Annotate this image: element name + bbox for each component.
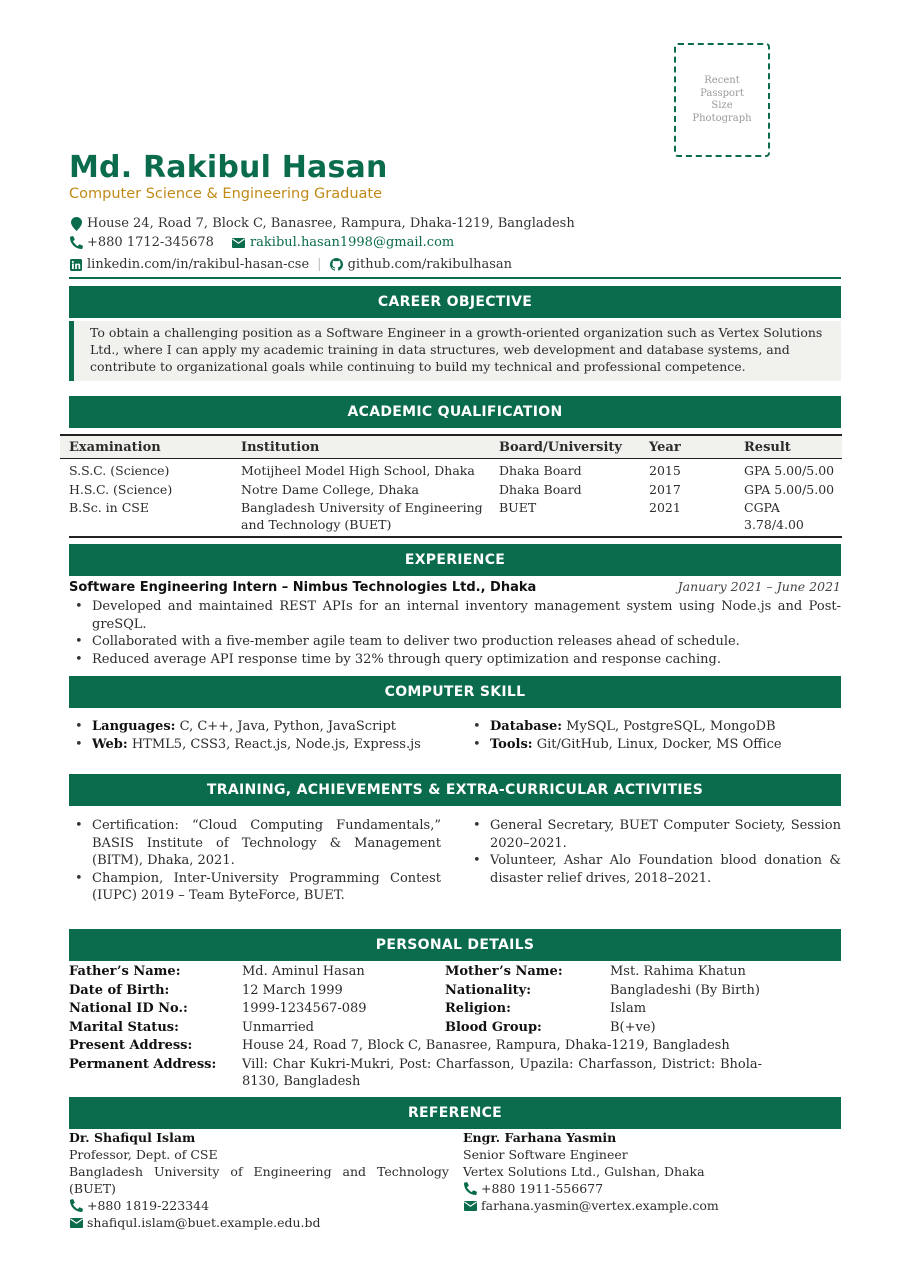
separator: | bbox=[317, 257, 322, 272]
detail-label: Date of Birth: bbox=[69, 982, 170, 998]
github-icon bbox=[330, 258, 344, 272]
table-header-cell: Result bbox=[744, 439, 791, 455]
table-cell: CGPA 3.78/4.00 bbox=[744, 500, 804, 532]
detail-label: National ID No.: bbox=[69, 1001, 188, 1016]
section-header-skills: COMPUTER SKILL bbox=[69, 676, 841, 708]
detail-row bbox=[69, 982, 841, 1001]
detail-label: Nationality: bbox=[445, 982, 532, 998]
list-item bbox=[69, 736, 467, 754]
section-header-objective: CAREER OBJECTIVE bbox=[69, 286, 841, 318]
skill-label: Tools: bbox=[490, 736, 533, 752]
github-text[interactable]: github.com/rakibulhasan bbox=[347, 257, 513, 272]
phone-icon bbox=[463, 1182, 477, 1196]
photo-label-line: Size bbox=[711, 100, 733, 111]
reference-email[interactable]: shafiqul.islam@buet.example.edu.bd bbox=[87, 1215, 321, 1230]
detail-value: House 24, Road 7, Block C, Banasree, Rampura, Dhaka-1219, Bangladesh bbox=[242, 1038, 730, 1053]
personal-details bbox=[69, 963, 841, 1090]
map-pin-icon bbox=[69, 217, 83, 231]
detail-value: Mst. Rahima Khatun bbox=[610, 964, 746, 979]
section-header-experience: EXPERIENCE bbox=[69, 544, 841, 576]
photo-label-line: Photograph bbox=[692, 112, 752, 124]
detail-label: Marital Status: bbox=[69, 1019, 179, 1035]
detail-value: 12 March 1999 bbox=[242, 982, 343, 998]
activities-list bbox=[69, 817, 841, 905]
table-row bbox=[60, 499, 842, 533]
references bbox=[69, 1129, 841, 1231]
section-header-academic: ACADEMIC QUALIFICATION bbox=[69, 396, 841, 428]
phone-icon bbox=[69, 1199, 83, 1213]
envelope-icon bbox=[232, 236, 246, 250]
table-cell: 2021 bbox=[649, 500, 681, 515]
email-link[interactable]: rakibul.hasan1998@gmail.com bbox=[249, 235, 455, 250]
linkedin-text[interactable]: linkedin.com/in/rakibul-hasan-cse bbox=[87, 257, 310, 272]
skill-label: Database: bbox=[490, 719, 563, 734]
skill-value: Git/GitHub, Linux, Docker, MS Office bbox=[536, 736, 782, 752]
experience-bullets bbox=[69, 598, 841, 668]
reference-card bbox=[69, 1129, 449, 1231]
reference-email-line bbox=[69, 1214, 449, 1231]
reference-name: Engr. Farhana Yasmin bbox=[463, 1130, 617, 1145]
reference-phone: +880 1911-556677 bbox=[481, 1181, 604, 1196]
section-header-personal: PERSONAL DETAILS bbox=[69, 929, 841, 961]
table-header-cell: Board/University bbox=[499, 439, 622, 455]
table-cell: GPA 5.00/5.00 bbox=[744, 482, 835, 497]
section-header-activities: TRAINING, ACHIEVEMENTS & EXTRA-CURRICULAR ACTIVITIES bbox=[69, 774, 841, 806]
reference-phone-line bbox=[69, 1197, 449, 1214]
experience-heading bbox=[69, 578, 841, 596]
table-cell: Motijheel Model High School, Dhaka bbox=[241, 463, 475, 478]
table-cell: 2017 bbox=[649, 482, 681, 497]
reference-name: Dr. Shafiqul Islam bbox=[69, 1130, 196, 1145]
list-item: • Collaborated with a five-member agile team to deliver two production releases ahead of schedule. bbox=[69, 633, 841, 651]
phone-icon bbox=[69, 236, 83, 250]
list-item: • Developed and maintained REST APIs for an internal inventory management system using Node.js and Post-greSQL. bbox=[69, 598, 841, 633]
detail-value: B(+ve) bbox=[610, 1019, 656, 1035]
table-cell: BUET bbox=[499, 500, 537, 515]
table-cell: Dhaka Board bbox=[499, 463, 582, 478]
table-cell: Dhaka Board bbox=[499, 482, 582, 497]
table-cell: H.S.C. (Science) bbox=[69, 482, 173, 497]
skill-value: C, C++, Java, Python, JavaScript bbox=[179, 719, 396, 734]
skill-value: MySQL, PostgreSQL, MongoDB bbox=[566, 719, 776, 734]
detail-label: Permanent Address: bbox=[69, 1056, 217, 1072]
candidate-subtitle: Computer Science & Engineering Graduate bbox=[69, 186, 383, 202]
phone-email-line bbox=[69, 234, 454, 251]
list-item: • Champion, Inter-University Programming Contest (IUPC) 2019 – Team ByteForce, BUET. bbox=[69, 870, 441, 905]
detail-value: 1999-1234567-089 bbox=[242, 1001, 367, 1016]
reference-phone: +880 1819-223344 bbox=[87, 1198, 210, 1213]
detail-label: Religion: bbox=[445, 1001, 511, 1016]
detail-label: Present Address: bbox=[69, 1038, 193, 1053]
skill-label: Web: bbox=[92, 736, 128, 752]
skill-value: HTML5, CSS3, React.js, Node.js, Express.js bbox=[131, 736, 421, 752]
detail-value: Islam bbox=[610, 1001, 647, 1016]
detail-row bbox=[69, 1000, 841, 1019]
table-cell: Notre Dame College, Dhaka bbox=[241, 482, 419, 497]
table-cell: S.S.C. (Science) bbox=[69, 463, 170, 478]
candidate-name: Md. Rakibul Hasan bbox=[69, 150, 388, 185]
table-header-cell: Year bbox=[649, 439, 681, 455]
social-line bbox=[69, 256, 512, 273]
reference-title: Professor, Dept. of CSE bbox=[69, 1147, 218, 1162]
phone-text: +880 1712-345678 bbox=[87, 235, 214, 250]
academic-table bbox=[60, 434, 842, 538]
list-item: • Certification: “Cloud Computing Fundamentals,” BASIS Institute of Technology & Management (BITM), Dhaka, 2021. bbox=[69, 817, 441, 870]
detail-value: Bangladeshi (By Birth) bbox=[610, 982, 760, 998]
reference-phone-line bbox=[463, 1180, 841, 1197]
table-row bbox=[60, 462, 842, 479]
detail-row bbox=[69, 1037, 841, 1056]
address-line bbox=[69, 215, 575, 232]
list-item bbox=[69, 718, 467, 736]
linkedin-icon bbox=[69, 258, 83, 272]
detail-row bbox=[69, 963, 841, 982]
table-header-cell: Institution bbox=[241, 439, 320, 455]
envelope-icon bbox=[463, 1199, 477, 1213]
skill-label: Languages: bbox=[92, 719, 176, 734]
address-text: House 24, Road 7, Block C, Banasree, Rampura, Dhaka-1219, Bangladesh bbox=[87, 216, 575, 231]
detail-value: Md. Aminul Hasan bbox=[242, 964, 365, 979]
skills-list bbox=[69, 718, 841, 753]
detail-label: Mother’s Name: bbox=[445, 964, 563, 979]
detail-value: Vill: Char Kukri-Mukri, Post: Charfasson, Upazila: Charfasson, District: Bhola-8130, Bangladesh bbox=[242, 1056, 762, 1089]
reference-title: Senior Software Engineer bbox=[463, 1147, 628, 1162]
list-item: • Reduced average API response time by 32% through query optimization and response caching. bbox=[69, 651, 841, 669]
envelope-icon bbox=[69, 1216, 83, 1230]
photo-label-line: Passport bbox=[700, 87, 744, 99]
detail-label: Blood Group: bbox=[445, 1019, 542, 1035]
reference-email[interactable]: farhana.yasmin@vertex.example.com bbox=[481, 1198, 719, 1213]
table-bottom-rule bbox=[69, 536, 842, 538]
experience-dates: January 2021 – June 2021 bbox=[677, 579, 841, 594]
list-item bbox=[467, 736, 841, 754]
reference-email-line bbox=[463, 1197, 841, 1214]
photo-label-line: Recent bbox=[704, 75, 740, 86]
header-divider bbox=[69, 277, 841, 279]
section-header-reference: REFERENCE bbox=[69, 1097, 841, 1129]
reference-org: Vertex Solutions Ltd., Gulshan, Dhaka bbox=[463, 1164, 705, 1179]
table-cell: GPA 5.00/5.00 bbox=[744, 463, 835, 478]
detail-row bbox=[69, 1056, 841, 1090]
table-cell: Bangladesh University of Engineering and Technology (BUET) bbox=[241, 500, 483, 532]
table-row bbox=[60, 481, 842, 498]
table-cell: B.Sc. in CSE bbox=[69, 500, 149, 515]
reference-card bbox=[463, 1129, 841, 1231]
list-item: • Volunteer, Ashar Alo Foundation blood donation & disaster relief drives, 2018–2021. bbox=[467, 852, 841, 887]
detail-value: Unmarried bbox=[242, 1019, 315, 1035]
detail-label: Father’s Name: bbox=[69, 964, 181, 979]
table-header-cell: Examination bbox=[69, 439, 161, 455]
objective-box: To obtain a challenging position as a Software Engineer in a growth-oriented organization such as Vertex Solutions Ltd., where I can apply my academic training in data structures, web development and database systems, and contribute to organizational goals while continuing to build my technical and professional competence. bbox=[69, 321, 841, 381]
reference-org: Bangladesh University of Engineering and Technology (BUET) bbox=[69, 1164, 449, 1196]
table-cell: 2015 bbox=[649, 463, 681, 478]
table-header-row bbox=[60, 434, 842, 459]
detail-row bbox=[69, 1019, 841, 1038]
experience-title: Software Engineering Intern – Nimbus Technologies Ltd., Dhaka bbox=[69, 580, 537, 595]
photo-placeholder bbox=[674, 43, 770, 157]
list-item: • General Secretary, BUET Computer Society, Session 2020–2021. bbox=[467, 817, 841, 852]
list-item bbox=[467, 718, 841, 736]
